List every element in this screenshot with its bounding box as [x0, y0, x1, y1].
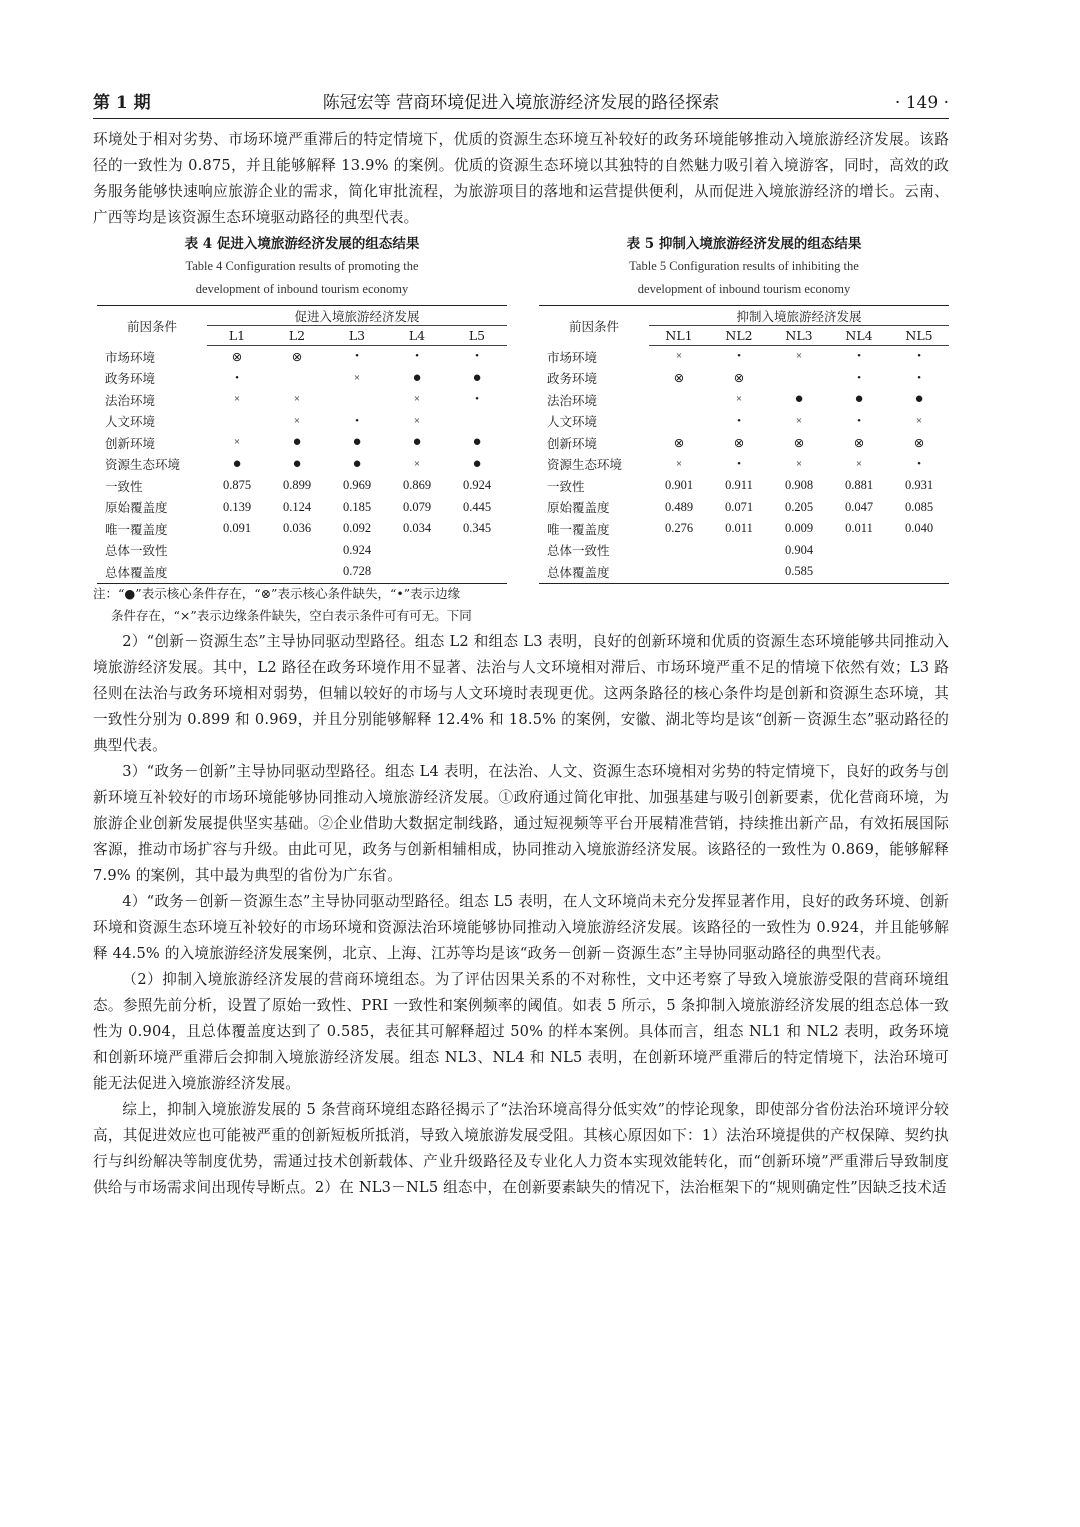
table-cell: 0.036 [282, 521, 312, 536]
table-cell: × [675, 350, 683, 363]
row-label: 原始覆盖度 [105, 500, 168, 516]
article-title: 陈冠宏等 营商环境促进入境旅游经济发展的路径探索 [322, 93, 720, 113]
column-header: NL5 [889, 326, 949, 346]
table-cell: • [917, 457, 921, 470]
table-cell: • [737, 350, 741, 363]
row-label: 总体一致性 [547, 543, 610, 559]
table-cell: 0.034 [402, 521, 432, 536]
table-row [97, 389, 507, 411]
column-header: L5 [447, 326, 507, 346]
table-cell: 0.079 [402, 499, 432, 514]
table-cell: ⊗ [291, 349, 303, 364]
table-cell: × [795, 350, 803, 363]
paragraph-path-3: 3）“政务－创新”主导协同驱动型路径。组态 L4 表明，在法治、人文、资源生态环境相对劣势的特定情境下，良好的政务与创新环境互补较好的市场环境能够协同推动入境旅游经济发展。①政府通过简化审批、加强基建与吸引创新要素，优化营商环境，为旅游企业创新发展提供坚实基础。②企业借助大数据定制线路，通过短视频等平台开展精准营销，持续推出新产品，有效拓展国际客源，推动市场扩容与升级。由此可见，政务与创新相辅相成，协同推动入境旅游经济发展。该路径的一致性为 0.869，能够解释 7.9% 的案例，其中最为典型的省份为广东省。 [93, 763, 949, 884]
table-cell: • [917, 371, 921, 384]
row-label: 一致性 [105, 478, 143, 494]
table-4-grid [97, 305, 507, 584]
table-cell: × [293, 414, 301, 427]
table-cell: 0.969 [342, 478, 372, 493]
table-4 [97, 233, 507, 584]
table-cell: × [413, 414, 421, 427]
table-cell: ⊗ [673, 371, 685, 386]
column-header: L1 [207, 326, 267, 346]
column-header: NL3 [769, 326, 829, 346]
table-cell: 0.911 [725, 478, 753, 493]
table-cell: ● [292, 434, 302, 451]
table-cell: 0.276 [664, 521, 694, 536]
table-cell: 0.931 [904, 478, 934, 493]
table-5 [539, 233, 949, 584]
row-label: 政务环境 [547, 371, 598, 387]
table-cell: 0.924 [462, 478, 492, 493]
table-cell: • [475, 350, 479, 363]
table-cell: 0.091 [222, 521, 252, 536]
column-header: L4 [387, 326, 447, 346]
paragraph-path-2: 2）“创新－资源生态”主导协同驱动型路径。组态 L2 和组态 L3 表明，良好的创新环境和优质的资源生态环境能够共同推动入境旅游经济发展。其中，L2 路径在政务环境作用不显著、法治与人文环境相对滞后、市场环境严重不足的情境下依然有效；L3 路径则在法治与政务环境相对弱势，但辅以较好的市场与人文环境时表现更优。这两条路径的核心条件均是创新和资源生态环境，其一致性分别为 0.899 和 0.969，并且分别能够解释 12.4% 和 18.5% 的案例，安徽、湖北等均是该“创新－资源生态”驱动路径的典型代表。 [93, 633, 949, 754]
table-cell [207, 411, 267, 433]
note-line-1: 注：“●”表示核心条件存在，“⊗”表示核心条件缺失，“•”表示边缘 [93, 586, 461, 601]
row-label: 原始覆盖度 [547, 500, 610, 516]
table-cell: 0.040 [904, 521, 934, 536]
row-label: 人文环境 [547, 414, 598, 430]
table-cell: 0.881 [844, 478, 874, 493]
row-label: 市场环境 [105, 349, 156, 365]
table-cell: 0.899 [282, 478, 312, 493]
overall-value: 0.585 [649, 561, 949, 583]
table-cell: ⊗ [673, 435, 685, 450]
table-row [97, 411, 507, 433]
row-label: 法治环境 [105, 392, 156, 408]
table-row [539, 432, 949, 454]
table-row [539, 346, 949, 368]
table-cell: • [857, 371, 861, 384]
table-cell [327, 389, 387, 411]
table-cell: 0.869 [402, 478, 432, 493]
row-label: 一致性 [547, 478, 585, 494]
table-cell: • [475, 393, 479, 406]
page [93, 88, 949, 1201]
row-label: 唯一覆盖度 [105, 521, 168, 537]
row-label: 唯一覆盖度 [547, 521, 610, 537]
table-cell: ● [472, 369, 482, 386]
table-cell: ● [412, 369, 422, 386]
table-row [97, 454, 507, 476]
table-row [97, 540, 507, 562]
row-label: 政务环境 [105, 371, 156, 387]
table-row [97, 346, 507, 368]
table-cell: ⊗ [853, 435, 865, 450]
row-label: 总体覆盖度 [97, 561, 207, 583]
row-label: 市场环境 [547, 349, 598, 365]
table-row [539, 561, 949, 583]
table-cell: ⊗ [913, 435, 925, 450]
note-line-2: 条件存在，“×”表示边缘条件缺失，空白表示条件可有可无。下同 [111, 608, 472, 623]
paragraph-summary: 综上，抑制入境旅游发展的 5 条营商环境组态路径揭示了“法治环境高得分低实效”的悖论现象，即使部分省份法治环境评分较高，其促进效应也可能被严重的创新短板所抵消，导致入境旅游发展受阻。其核心原因如下：1）法治环境提供的产权保障、契约执行与纠纷解决等制度优势，需通过技术创新载体、产业升级路径及专业化人力资本实现效能转化，而“创新环境”严重滞后导致制度供给与市场需求间出现传导断点。2）在 NL3－NL5 组态中，在创新要素缺失的情况下，法治框架下的“规则确定性”因缺乏技术适 [93, 1101, 949, 1196]
table-cell: × [233, 436, 241, 449]
table-4-title: 表 4 促进入境旅游经济发展的组态结果 [184, 236, 420, 252]
table-row [539, 411, 949, 433]
table-cell: ⊗ [793, 435, 805, 450]
table-cell [649, 389, 709, 411]
table-cell: • [737, 414, 741, 427]
table-cell: 0.011 [845, 521, 873, 536]
table-cell: • [235, 371, 239, 384]
table-cell [267, 368, 327, 390]
table-4-title-en-2: development of inbound tourism economy [195, 282, 409, 296]
table-row [539, 540, 949, 562]
table-cell: 0.047 [844, 499, 874, 514]
table-cell: • [355, 350, 359, 363]
table-row [539, 497, 949, 519]
table-cell [447, 411, 507, 433]
table-cell: 0.345 [462, 521, 492, 536]
overall-value: 0.904 [784, 542, 814, 557]
row-label: 总体覆盖度 [539, 561, 649, 583]
table-5-title-en-1: Table 5 Configuration results of inhibiting the [629, 259, 859, 273]
table-cell: • [355, 414, 359, 427]
column-header: L2 [267, 326, 327, 346]
table-cell: × [735, 393, 743, 406]
table-row [97, 432, 507, 454]
table-4-title-en-1: Table 4 Configuration results of promoting the [185, 259, 419, 273]
table-cell: 0.901 [664, 478, 694, 493]
table-cell: ● [472, 455, 482, 472]
overall-value: 0.924 [342, 542, 372, 557]
table-cell: 0.139 [222, 499, 252, 514]
table-cell: 0.011 [725, 521, 753, 536]
table-row [97, 561, 507, 583]
table-cell: ● [352, 434, 362, 451]
group-header: 促进入境旅游经济发展 [207, 306, 507, 326]
table-5-title-en-2: development of inbound tourism economy [637, 282, 851, 296]
row-label: 资源生态环境 [547, 457, 623, 473]
table-4-body [97, 346, 507, 584]
table-cell: 0.124 [282, 499, 312, 514]
table-row [539, 454, 949, 476]
table-cell: × [413, 457, 421, 470]
tables-row [93, 233, 949, 623]
table-cell: × [413, 393, 421, 406]
table-cell: × [675, 457, 683, 470]
table-row [97, 368, 507, 390]
table-cell: 0.875 [222, 478, 252, 493]
table-cell: ● [412, 434, 422, 451]
table-cell: 0.185 [342, 499, 372, 514]
overall-value: 0.728 [207, 561, 507, 583]
table-cell: × [795, 457, 803, 470]
table-cell: ● [794, 391, 804, 408]
table-cell: ● [914, 391, 924, 408]
table-cell: • [857, 350, 861, 363]
table-cell: • [857, 414, 861, 427]
table-note [93, 583, 511, 627]
row-label: 人文环境 [105, 414, 156, 430]
table-5-body [539, 346, 949, 584]
table-cell: × [233, 393, 241, 406]
table-cell: ⊗ [733, 371, 745, 386]
table-row [97, 518, 507, 540]
table-5-grid [539, 305, 949, 584]
intro-paragraph: 环境处于相对劣势、市场环境严重滞后的特定情境下，优质的资源生态环境互补较好的政务环境能够推动入境旅游经济发展。该路径的一致性为 0.875，并且能够解释 13.9% 的案例。优质的资源生态环境以其独特的自然魅力吸引着入境游客，同时，高效的政务服务能够快速响应旅游企业的需求，简化审批流程，为旅游项目的落地和运营提供便利，从而促进入境旅游经济的增长。云南、广西等均是该资源生态环境驱动路径的典型代表。 [93, 131, 949, 226]
table-cell: 0.085 [904, 499, 934, 514]
table-cell: ● [232, 455, 242, 472]
table-cell: 0.205 [784, 499, 814, 514]
row-label: 资源生态环境 [105, 457, 181, 473]
table-cell: ● [292, 455, 302, 472]
paragraph-inhibiting: （2）抑制入境旅游经济发展的营商环境组态。为了评估因果关系的不对称性，文中还考察了导致入境旅游受限的营商环境组态。参照先前分析，设置了原始一致性、PRI 一致性和案例频率的阈值。如表 5 所示，5 条抑制入境旅游经济发展的组态总体一致性为 0.904，且总体覆盖度达到了 0.585，表征其可解释超过 50% 的样本案例。具体而言，组态 NL1 和 NL2 表明，政务环境和创新环境严重滞后会抑制入境旅游经济发展。组态 NL3、NL4 和 NL5 表明，在创新环境严重滞后的特定情境下，法治环境可能无法促进入境旅游经济发展。 [93, 971, 949, 1092]
row-label: 创新环境 [105, 435, 156, 451]
table-cell: 0.071 [724, 499, 754, 514]
column-header: NL4 [829, 326, 889, 346]
table-row [97, 497, 507, 519]
table-cell: × [915, 414, 923, 427]
table-row [97, 475, 507, 497]
table-cell: • [415, 350, 419, 363]
table-cell: × [855, 457, 863, 470]
table-row [539, 475, 949, 497]
table-row [539, 368, 949, 390]
condition-header: 前因条件 [539, 306, 649, 346]
table-cell: ⊗ [733, 435, 745, 450]
table-cell: • [737, 457, 741, 470]
paragraph-path-4: 4）“政务－创新－资源生态”主导协同驱动型路径。组态 L5 表明，在人文环境尚未充分发挥显著作用，良好的政务环境、创新环境和资源生态环境互补较好的市场环境和资源法治环境能够协同推动入境旅游经济发展。该路径的一致性为 0.924，并且能够解释 44.5% 的入境旅游经济发展案例，北京、上海、江苏等均是该“政务－创新－资源生态”主导协同驱动路径的典型代表。 [93, 893, 949, 962]
table-cell: 0.489 [664, 499, 694, 514]
issue-number: 第 1 期 [93, 93, 151, 113]
row-label: 创新环境 [547, 435, 598, 451]
column-header: NL1 [649, 326, 709, 346]
table-cell: ● [352, 455, 362, 472]
table-cell: 0.009 [784, 521, 814, 536]
table-5-title: 表 5 抑制入境旅游经济发展的组态结果 [626, 236, 862, 252]
page-number: · 149 · [894, 93, 949, 113]
table-cell: × [293, 393, 301, 406]
running-head [93, 88, 949, 119]
table-cell: 0.445 [462, 499, 492, 514]
table-cell [649, 411, 709, 433]
table-cell: 0.092 [342, 521, 372, 536]
table-cell: ● [854, 391, 864, 408]
row-label: 总体一致性 [105, 543, 168, 559]
table-row [539, 389, 949, 411]
table-cell: 0.908 [784, 478, 814, 493]
row-label: 法治环境 [547, 392, 598, 408]
table-cell: ⊗ [231, 349, 243, 364]
table-cell: • [917, 350, 921, 363]
table-cell [769, 368, 829, 390]
table-row [539, 518, 949, 540]
column-header: L3 [327, 326, 387, 346]
column-header: NL2 [709, 326, 769, 346]
condition-header: 前因条件 [97, 306, 207, 346]
group-header: 抑制入境旅游经济发展 [649, 306, 949, 326]
table-cell: × [795, 414, 803, 427]
table-cell: × [353, 371, 361, 384]
table-cell: ● [472, 434, 482, 451]
